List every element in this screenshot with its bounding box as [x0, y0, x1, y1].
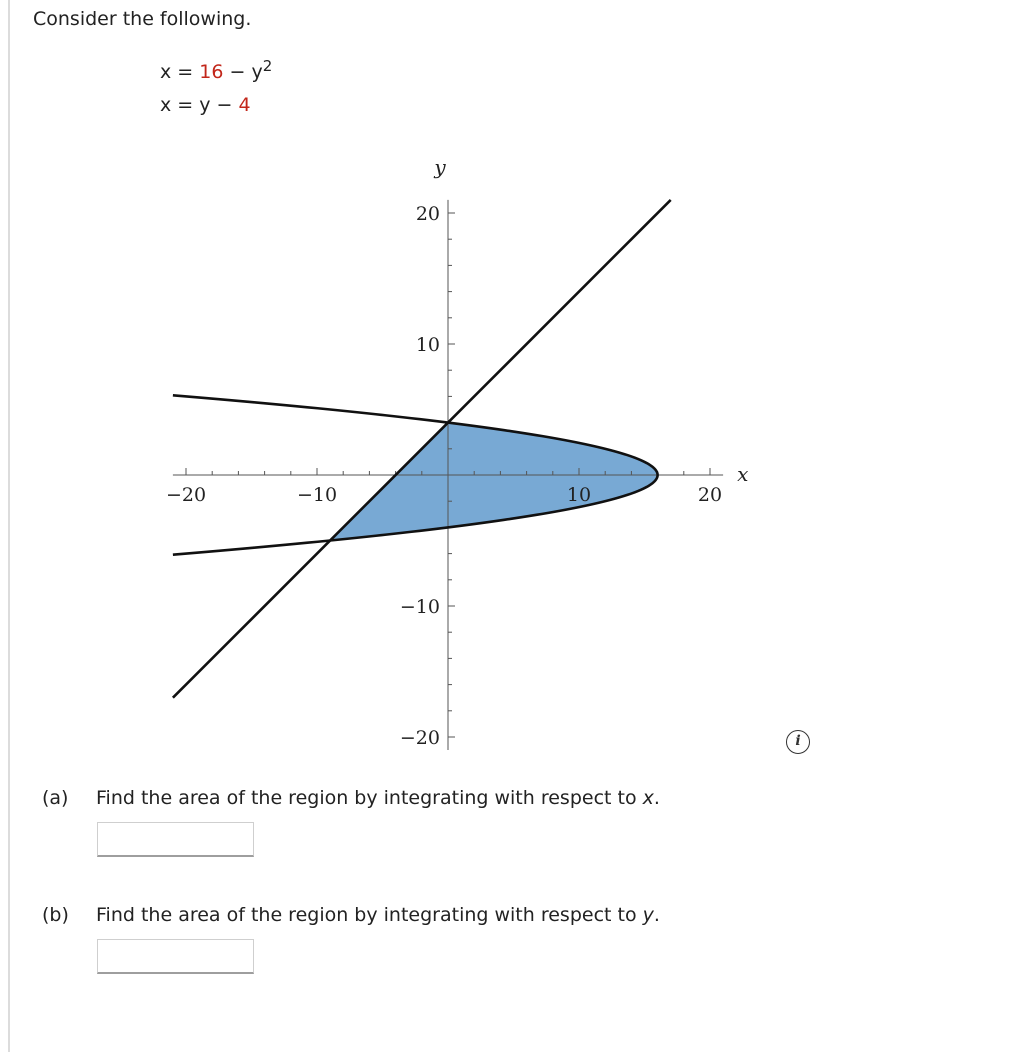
question-b-end: . — [653, 904, 660, 926]
question-a-text: Find the area of the region by integrating with respect to — [96, 787, 643, 809]
equation-1-constant: 16 — [199, 61, 224, 83]
info-icon[interactable]: i — [786, 730, 810, 754]
equation-1-equals: = — [171, 61, 200, 83]
y-axis-label: y — [434, 154, 446, 179]
x-tick-label: −10 — [296, 484, 338, 506]
equation-1 — [160, 57, 273, 83]
equation-2-minus: − — [210, 94, 239, 116]
equation-1-minus: − — [223, 61, 252, 83]
region-graph — [120, 150, 760, 750]
x-tick-label: −20 — [165, 484, 207, 506]
equation-2-equals: = — [171, 94, 200, 116]
question-a — [42, 787, 660, 809]
question-a-end: . — [653, 787, 660, 809]
question-b — [42, 904, 660, 926]
question-b-var: y — [642, 904, 654, 926]
y-tick-label: −10 — [399, 596, 440, 618]
axes — [173, 200, 723, 750]
y-tick-label: 10 — [415, 334, 440, 356]
equation-1-lhs: x — [160, 61, 172, 83]
question-b-tag: (b) — [42, 904, 69, 926]
y-tick-label: 20 — [415, 203, 440, 225]
equation-2-constant: 4 — [238, 94, 251, 116]
question-a-tag: (a) — [42, 787, 69, 809]
equation-1-exponent: 2 — [262, 57, 273, 75]
x-tick-label: 20 — [697, 484, 723, 506]
equation-2-lhs: x — [160, 94, 172, 116]
shaded-region — [330, 423, 657, 541]
x-axis-label: x — [737, 462, 749, 486]
answer-b-input[interactable] — [97, 939, 254, 974]
question-b-text: Find the area of the region by integrating with respect to — [96, 904, 643, 926]
left-border — [8, 0, 10, 1052]
equation-2-var: y — [199, 94, 211, 116]
question-a-var: x — [642, 787, 654, 809]
y-tick-label: −20 — [399, 727, 440, 749]
answer-a-input[interactable] — [97, 822, 254, 857]
equation-1-var: y — [251, 61, 263, 83]
equation-2 — [160, 94, 251, 116]
x-tick-label: 10 — [566, 484, 592, 506]
problem-intro: Consider the following. — [33, 8, 252, 30]
